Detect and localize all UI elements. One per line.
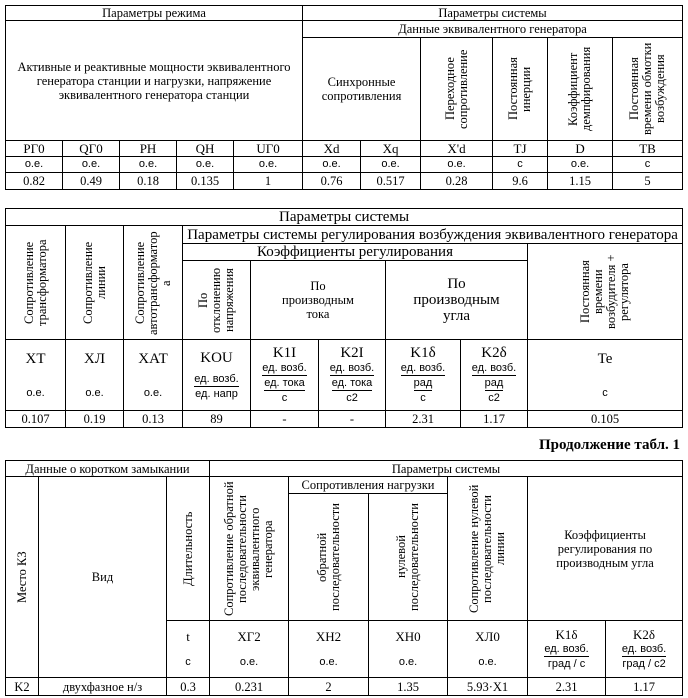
sc-title: Данные о коротком замыкании bbox=[6, 461, 210, 477]
symbol: XН2 bbox=[315, 629, 342, 644]
symbol: K1δ bbox=[555, 627, 578, 642]
unit: с bbox=[185, 656, 191, 668]
value: 0.28 bbox=[421, 173, 493, 190]
value: 0.76 bbox=[303, 173, 361, 190]
regulation-parameters-table bbox=[5, 208, 683, 428]
value: 9.6 bbox=[493, 173, 548, 190]
unit-denominator: рад bbox=[413, 377, 433, 389]
unit-numerator: ед. возб. bbox=[544, 643, 589, 655]
unit-numerator: ед. возб. bbox=[400, 362, 446, 374]
system-title: Параметры системы bbox=[6, 209, 683, 226]
short-circuit-table bbox=[5, 460, 683, 696]
sync-header: Синхронные сопротивления bbox=[303, 38, 421, 141]
system-title: Параметры системы bbox=[303, 6, 683, 21]
system-title: Параметры системы bbox=[210, 461, 683, 477]
symbol: K1δ bbox=[410, 345, 436, 361]
value: 0.105 bbox=[528, 411, 683, 428]
value: - bbox=[319, 411, 386, 428]
symbol: QГ0 bbox=[63, 141, 120, 157]
value: 0.13 bbox=[124, 411, 183, 428]
unit: о.е. bbox=[63, 157, 120, 173]
unit: о.е. bbox=[26, 386, 45, 399]
value: 0.135 bbox=[177, 173, 234, 190]
load-title: Сопротивления нагрузки bbox=[289, 477, 448, 494]
symbol: Te bbox=[597, 350, 613, 367]
value: 0.19 bbox=[66, 411, 124, 428]
symbol: UГ0 bbox=[234, 141, 303, 157]
unit-denominator2: с bbox=[281, 392, 288, 404]
symbol: PГ0 bbox=[6, 141, 63, 157]
value: 0.231 bbox=[210, 678, 289, 696]
unit-denominator2: с2 bbox=[488, 392, 500, 404]
unit: о.е. bbox=[398, 656, 418, 668]
value: 0.3 bbox=[167, 678, 210, 696]
value: - bbox=[251, 411, 319, 428]
symbol: XАТ bbox=[138, 350, 168, 367]
symbol: Xd bbox=[303, 141, 361, 157]
value: 1.15 bbox=[548, 173, 613, 190]
symbol: PН bbox=[120, 141, 177, 157]
inertia-header: Постоянная инерции bbox=[506, 57, 534, 121]
unit-numerator: ед. возб. bbox=[621, 643, 667, 655]
value: 0.49 bbox=[63, 173, 120, 190]
type-value: двухфазное н/з bbox=[39, 678, 167, 696]
value: 0.107 bbox=[6, 411, 66, 428]
unit-denominator: рад bbox=[484, 377, 504, 389]
value: 1 bbox=[234, 173, 303, 190]
unit: о.е. bbox=[239, 656, 259, 668]
damping-header: Коэффициент демпфирования bbox=[566, 46, 594, 132]
unit: о.е. bbox=[143, 386, 163, 399]
xg2-header: Сопротивление обратной последовательности эквивалентного генератора bbox=[222, 481, 276, 616]
value: 2 bbox=[289, 678, 369, 696]
value: 0.82 bbox=[6, 173, 63, 190]
unit: о.е. bbox=[421, 157, 493, 173]
value: 2.31 bbox=[386, 411, 461, 428]
symbol: XН0 bbox=[395, 629, 421, 644]
place-header: Место КЗ bbox=[14, 551, 29, 603]
symbol: Xq bbox=[361, 141, 421, 157]
transient-header: Переходное сопротивление bbox=[442, 49, 470, 129]
value: 1.17 bbox=[606, 678, 683, 696]
unit: о.е. bbox=[478, 656, 497, 668]
kd-header: По производным угла bbox=[386, 261, 528, 340]
xat-header: Сопротивление автотрансформатора bbox=[132, 230, 173, 335]
unit: о.е. bbox=[120, 157, 177, 173]
value: 5.93·X1 bbox=[448, 678, 528, 696]
coefficients-title: Коэффициенты регулирования bbox=[183, 244, 528, 261]
unit: о.е. bbox=[361, 157, 421, 173]
symbol: QН bbox=[177, 141, 234, 157]
symbol: TB bbox=[613, 141, 683, 157]
unit: о.е. bbox=[177, 157, 234, 173]
unit-numerator: ед. возб. bbox=[329, 362, 375, 374]
value: 0.517 bbox=[361, 173, 421, 190]
type-header: Вид bbox=[39, 477, 167, 678]
duration-header: Длительность bbox=[180, 511, 195, 586]
unit-denominator: ед. тока bbox=[264, 377, 305, 389]
unit-numerator: ед. возб. bbox=[471, 362, 517, 374]
symbol: K2δ bbox=[633, 627, 656, 642]
value: 89 bbox=[183, 411, 251, 428]
xh0-header: нулевой последовательности bbox=[394, 503, 422, 611]
unit: о.е. bbox=[234, 157, 303, 173]
unit: о.е. bbox=[319, 656, 338, 668]
value: 2.31 bbox=[528, 678, 606, 696]
unit: о.е. bbox=[303, 157, 361, 173]
unit-denominator: ед. тока bbox=[331, 377, 373, 389]
unit-numerator: ед. возб. bbox=[262, 362, 307, 374]
unit-denominator: град / с bbox=[547, 658, 586, 670]
unit-denominator: ед. напр bbox=[195, 387, 238, 400]
kou-header: По отклонению напряжения bbox=[196, 267, 236, 333]
unit-denominator2: с2 bbox=[346, 392, 358, 404]
unit: о.е. bbox=[6, 157, 63, 173]
mode-description: Активные и реактивные мощности эквивалентного генератора станции и нагрузки, напряжение эквивалентного генератора станции bbox=[6, 21, 303, 141]
regulation-title: Параметры системы регулирования возбуждения эквивалентного генератора bbox=[183, 226, 683, 244]
generator-title: Данные эквивалентного генератора bbox=[303, 21, 683, 38]
unit-numerator: ед. возб. bbox=[194, 372, 239, 385]
symbol: K2δ bbox=[481, 345, 507, 361]
value: 1.17 bbox=[461, 411, 528, 428]
value: 5 bbox=[613, 173, 683, 190]
symbol: D bbox=[548, 141, 613, 157]
value: 0.18 bbox=[120, 173, 177, 190]
symbol: KOU bbox=[200, 349, 233, 366]
te-header: Постоянная времени возбудителя + регулятора bbox=[578, 254, 632, 329]
unit-denominator: град / с2 bbox=[622, 658, 666, 670]
unit: с bbox=[613, 157, 683, 173]
unit-denominator2: с bbox=[420, 392, 426, 404]
unit: о.е. bbox=[85, 386, 104, 399]
place-value: K2 bbox=[6, 678, 39, 696]
symbol: XГ2 bbox=[237, 629, 261, 644]
value: 1.35 bbox=[369, 678, 448, 696]
xl-header: Сопротивление линии bbox=[80, 241, 108, 324]
symbol: XЛ0 bbox=[475, 629, 500, 644]
xt-header: Сопротивление трансформатора bbox=[21, 239, 49, 326]
unit: о.е. bbox=[548, 157, 613, 173]
generator-parameters-table bbox=[5, 5, 683, 190]
unit: с bbox=[493, 157, 548, 173]
xh2-header: обратной последовательности bbox=[314, 503, 342, 611]
symbol: X'd bbox=[421, 141, 493, 157]
symbol: K1I bbox=[272, 345, 297, 361]
unit: с bbox=[602, 386, 608, 399]
symbol: XТ bbox=[25, 350, 46, 367]
tb-header: Постоянная времени обмотки возбуждения bbox=[627, 42, 668, 136]
continuation-caption: Продолжение табл. 1 bbox=[538, 437, 680, 453]
ki-header: По производным тока bbox=[251, 261, 386, 340]
mode-title: Параметры режима bbox=[6, 6, 303, 21]
symbol: t bbox=[186, 629, 190, 644]
symbol: XЛ bbox=[83, 350, 105, 367]
symbol: TJ bbox=[493, 141, 548, 157]
symbol: K2I bbox=[340, 345, 364, 361]
xl0-header: Сопротивление нулевой последовательности линии bbox=[467, 484, 508, 613]
k-header: Коэффициенты регулирования по производным угла bbox=[528, 477, 683, 621]
